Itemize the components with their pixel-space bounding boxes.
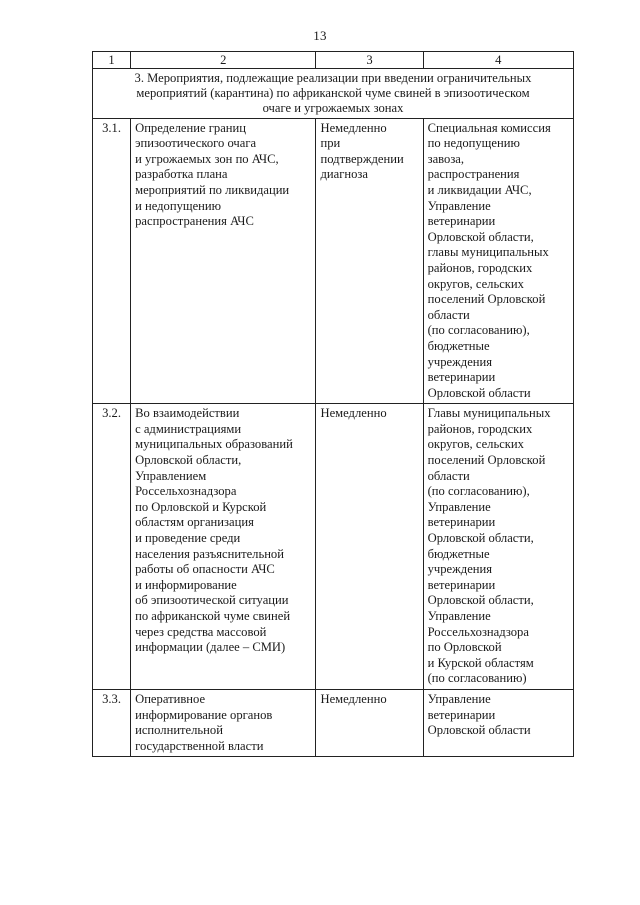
cell-text-line: Оперативное	[135, 691, 206, 706]
column-number-row	[93, 52, 574, 69]
cell-text-line: округов, сельских	[427, 437, 524, 452]
cell-text-line: главы муниципальных	[427, 245, 549, 260]
cell-text-line: информации (далее – СМИ)	[135, 640, 286, 655]
cell-text-line: муниципальных образований	[135, 437, 293, 452]
cell-text-line: и информирование	[135, 577, 237, 592]
row-number: 3.2.	[93, 404, 131, 690]
cell-text-line: Управление	[427, 499, 491, 514]
cell-text-line: информирование органов	[135, 707, 273, 722]
term-cell	[316, 404, 423, 690]
cell-text-line: районов, городских	[427, 260, 533, 275]
cell-text-line: области	[427, 307, 470, 322]
cell-text-line: Немедленно	[320, 406, 387, 421]
cell-text-line: подтверждении	[320, 151, 404, 166]
page-number: 13	[313, 28, 327, 43]
cell-text-line: районов, городских	[427, 421, 533, 436]
cell-text-line: учреждения	[427, 562, 493, 577]
section-heading-line: 3. Мероприятия, подлежащие реализации при введении ограничительных	[134, 71, 532, 85]
cell-text-line: и Курской областям	[427, 655, 534, 670]
column-number-3: 3	[316, 52, 423, 69]
table-row	[93, 404, 574, 690]
cell-text-line: бюджетные	[427, 546, 490, 561]
table-row	[93, 689, 574, 756]
cell-text-line: диагноза	[320, 167, 368, 182]
cell-text-line: через средства массовой	[135, 624, 267, 639]
section-heading-row	[93, 69, 574, 119]
cell-text-line: округов, сельских	[427, 276, 524, 291]
cell-text-line: области	[427, 468, 470, 483]
cell-text-line: распространения	[427, 167, 520, 182]
cell-text-line: Орловской области,	[427, 593, 534, 608]
term-cell	[316, 689, 423, 756]
cell-text-line: и угрожаемых зон по АЧС,	[135, 151, 279, 166]
cell-text-line: по африканской чуме свиней	[135, 609, 291, 624]
cell-text-line: по Орловской и Курской	[135, 499, 267, 514]
responsible-cell	[423, 689, 573, 756]
cell-text-line: с администрациями	[135, 421, 242, 436]
cell-text-line: Немедленно	[320, 120, 387, 135]
cell-text-line: об эпизоотической ситуации	[135, 593, 289, 608]
cell-text-line: бюджетные	[427, 338, 490, 353]
responsible-cell	[423, 118, 573, 404]
cell-text-line: (по согласованию),	[427, 484, 530, 499]
cell-text-line: ветеринарии	[427, 707, 496, 722]
cell-text-line: (по согласованию),	[427, 323, 530, 338]
cell-text-line: работы об опасности АЧС	[135, 562, 275, 577]
cell-text-line: Орловской области,	[427, 531, 534, 546]
table-row	[93, 118, 574, 404]
cell-text-line: при	[320, 136, 341, 151]
cell-text-line: и проведение среди	[135, 531, 241, 546]
cell-text-line: Управление	[427, 691, 491, 706]
cell-text-line: распространения АЧС	[135, 214, 254, 229]
cell-text-line: Главы муниципальных	[427, 406, 551, 421]
cell-text-line: Россельхознадзора	[135, 484, 237, 499]
section-heading	[93, 69, 574, 119]
cell-text-line: по недопущению	[427, 136, 520, 151]
cell-text-line: ветеринарии	[427, 370, 496, 385]
cell-text-line: и недопущению	[135, 198, 222, 213]
cell-text-line: ветеринарии	[427, 214, 496, 229]
cell-text-line: и ликвидации АЧС,	[427, 182, 532, 197]
cell-text-line: ветеринарии	[427, 577, 496, 592]
cell-text-line: Во взаимодействии	[135, 406, 240, 421]
cell-text-line: Орловской области	[427, 385, 531, 400]
cell-text-line: мероприятий по ликвидации	[135, 182, 290, 197]
cell-text-line: ветеринарии	[427, 515, 496, 530]
cell-text-line: Специальная комиссия	[427, 120, 551, 135]
cell-text-line: Орловской области	[427, 723, 531, 738]
action-cell	[131, 404, 316, 690]
action-cell	[131, 689, 316, 756]
section-heading-line: очаге и угрожаемых зонах	[262, 101, 404, 116]
cell-text-line: (по согласованию)	[427, 671, 527, 686]
column-number-2: 2	[131, 52, 316, 69]
cell-text-line: Россельхознадзора	[427, 624, 529, 639]
cell-text-line: поселений Орловской	[427, 292, 546, 307]
responsible-cell	[423, 404, 573, 690]
cell-text-line: Управление	[427, 609, 491, 624]
action-cell	[131, 118, 316, 404]
cell-text-line: Управление	[427, 198, 491, 213]
cell-text-line: областям организация	[135, 515, 254, 530]
cell-text-line: исполнительной	[135, 723, 223, 738]
cell-text-line: завоза,	[427, 151, 465, 166]
column-number-1: 1	[93, 52, 131, 69]
term-cell	[316, 118, 423, 404]
cell-text-line: поселений Орловской	[427, 453, 546, 468]
section-heading-line: мероприятий (карантина) по африканской чуме свиней в эпизоотическом	[136, 86, 530, 101]
cell-text-line: Орловской области,	[135, 453, 242, 468]
row-number: 3.1.	[93, 118, 131, 404]
cell-text-line: Немедленно	[320, 691, 387, 706]
cell-text-line: государственной власти	[135, 738, 264, 753]
row-number: 3.3.	[93, 689, 131, 756]
cell-text-line: Орловской области,	[427, 229, 534, 244]
cell-text-line: эпизоотического очага	[135, 136, 257, 151]
cell-text-line: Управлением	[135, 468, 207, 483]
cell-text-line: по Орловской	[427, 640, 502, 655]
cell-text-line: населения разъяснительной	[135, 546, 284, 561]
column-number-4: 4	[423, 52, 573, 69]
cell-text-line: Определение границ	[135, 120, 247, 135]
cell-text-line: разработка плана	[135, 167, 228, 182]
cell-text-line: учреждения	[427, 354, 493, 369]
measures-table	[92, 51, 574, 757]
